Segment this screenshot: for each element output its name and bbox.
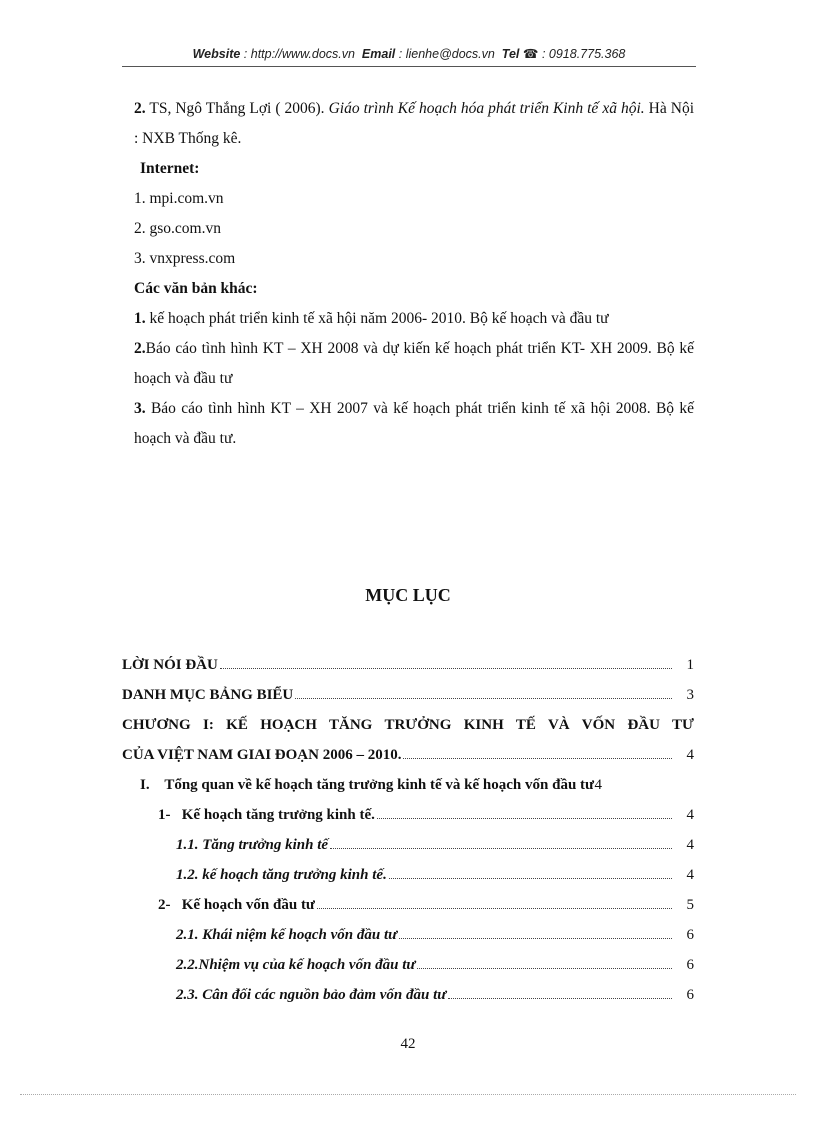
toc-entry-1-1[interactable] (122, 830, 694, 860)
toc-page: 4 (594, 777, 603, 793)
toc-label: 1- Kế hoạch tăng trưởng kinh tế. (158, 807, 375, 823)
toc-entry-section-i[interactable] (122, 770, 694, 800)
toc-page: 3 (686, 687, 694, 703)
toc-entry-2[interactable] (122, 890, 694, 920)
item-number: 1. (134, 310, 146, 327)
item-text: Báo cáo tình hình KT – XH 2007 và kế hoạch phát triển kinh tế xã hội 2008. Bộ kế hoạch và đầu tư. (134, 400, 695, 447)
other-doc-item-3 (122, 394, 694, 454)
toc-leader (399, 920, 672, 939)
footer-divider (20, 1094, 796, 1095)
header-divider (122, 66, 696, 67)
toc-label: 2.2.Nhiệm vụ của kế hoạch vốn đầu tư (176, 957, 416, 973)
email-label: Email (361, 47, 396, 61)
toc-entry-danh-muc[interactable] (122, 680, 694, 710)
toc-page: 4 (686, 747, 694, 763)
page-number: 42 (400, 1036, 416, 1052)
toc-entry-2-1[interactable] (122, 920, 694, 950)
toc-label: 1.1. Tăng trưởng kinh tế (176, 837, 329, 853)
internet-item: 2. gso.com.vn (134, 220, 221, 237)
other-doc-item-2 (122, 334, 694, 394)
toc-page: 1 (686, 657, 694, 673)
reference-item-2 (122, 94, 694, 154)
item-text: Báo cáo tình hình KT – XH 2008 và dự kiến kế hoạch phát triển KT- XH 2009. Bộ kế hoạch và đầu tư (134, 340, 694, 387)
toc-entry-chuong-1[interactable] (122, 710, 694, 770)
other-doc-item-1 (122, 304, 694, 334)
website-value: : http://www.docs.vn (243, 47, 355, 61)
toc-page: 4 (686, 837, 694, 853)
toc-entry-loi-noi-dau[interactable] (122, 650, 694, 680)
item-number: 2. (134, 340, 146, 357)
toc-label: CỦA VIỆT NAM GIAI ĐOẠN 2006 – 2010. (122, 747, 402, 763)
toc-label: DANH MỤC BẢNG BIỂU (122, 687, 294, 703)
toc-leader (377, 800, 672, 819)
phone-icon: ☎ (522, 47, 539, 61)
reference-book-title: Giáo trình Kế hoạch hóa phát triển Kinh tế xã hội. (328, 100, 645, 117)
email-value: : lienhe@docs.vn (398, 47, 495, 61)
toc-title: MỤC LỤC (365, 585, 451, 605)
toc-label: 2.1. Khái niệm kế hoạch vốn đầu tư (176, 927, 398, 943)
internet-item: 1. mpi.com.vn (134, 190, 224, 207)
table-of-contents (122, 650, 694, 1010)
toc-label: LỜI NÓI ĐẦU (122, 657, 218, 673)
toc-entry-1-2[interactable] (122, 860, 694, 890)
item-text: kế hoạch phát triển kinh tế xã hội năm 2006- 2010. Bộ kế hoạch và đầu tư (149, 310, 609, 327)
toc-leader (448, 980, 672, 999)
toc-leader (403, 740, 672, 759)
website-label: Website (192, 47, 241, 61)
toc-leader (417, 950, 672, 969)
toc-page: 6 (686, 957, 694, 973)
toc-page: 5 (686, 897, 694, 913)
toc-entry-2-3[interactable] (122, 980, 694, 1010)
toc-label: 2- Kế hoạch vốn đầu tư (158, 897, 315, 913)
toc-entry-2-2[interactable] (122, 950, 694, 980)
toc-label: CHƯƠNG I: KẾ HOẠCH TĂNG TRƯỞNG KINH TẾ VÀ VỐN ĐẦU TƯ (122, 717, 694, 733)
toc-page: 6 (686, 927, 694, 943)
tel-value: : 0918.775.368 (541, 47, 626, 61)
toc-leader (389, 860, 672, 879)
toc-label: 1.2. kế hoạch tăng trưởng kinh tế. (176, 867, 387, 883)
toc-chapter-line2 (122, 740, 694, 770)
tel-label: Tel (501, 47, 520, 61)
internet-item: 3. vnxpress.com (134, 250, 236, 267)
toc-label: 2.3. Cân đối các nguồn bảo đảm vốn đầu tư (176, 987, 447, 1003)
reference-number: 2. (134, 100, 146, 117)
toc-leader (317, 890, 672, 909)
toc-entry-1[interactable] (122, 800, 694, 830)
toc-leader (220, 650, 672, 669)
toc-leader (330, 830, 672, 849)
toc-page: 4 (686, 867, 694, 883)
other-docs-heading: Các văn bản khác: (134, 280, 258, 297)
internet-heading: Internet: (140, 160, 200, 177)
references-section (122, 94, 694, 454)
item-number: 3. (134, 400, 146, 417)
toc-leader (295, 680, 672, 699)
toc-page: 4 (686, 807, 694, 823)
toc-label: I. Tổng quan về kế hoạch tăng trưởng kinh tế và kế hoạch vốn đầu tư (140, 777, 595, 793)
reference-publisher: Hà Nội : NXB Thống kê. (134, 100, 695, 147)
reference-text: TS, Ngô Thắng Lợi ( 2006). (149, 100, 325, 117)
page-header (122, 46, 696, 66)
toc-page: 6 (686, 987, 694, 1003)
